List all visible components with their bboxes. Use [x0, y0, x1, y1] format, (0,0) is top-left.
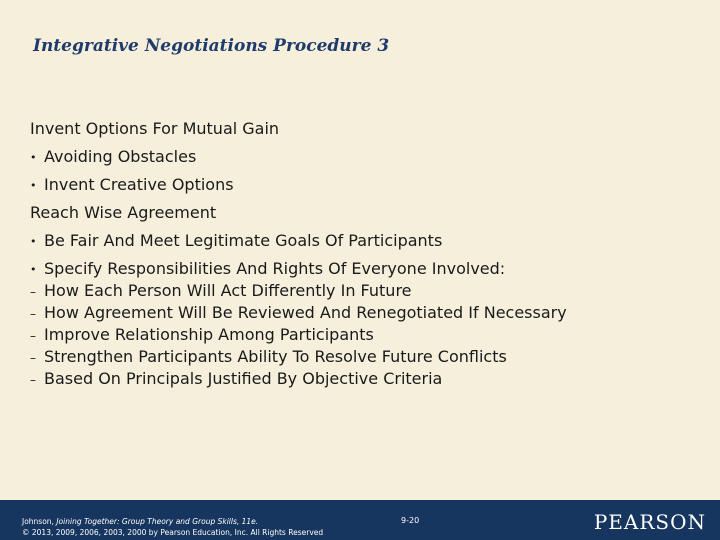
footer-bar: [0, 500, 720, 540]
heading-reach-agreement: Reach Wise Agreement: [30, 203, 217, 222]
list-item: • Invent Creative Options: [30, 174, 234, 196]
dash-icon: –: [30, 351, 36, 365]
list-item: • Specify Responsibilities And Rights Of Everyone Involved:: [30, 258, 505, 280]
sub-list-item: – How Agreement Will Be Reviewed And Renegotiated If Necessary: [30, 302, 567, 324]
list-item: • Be Fair And Meet Legitimate Goals Of Participants: [30, 230, 442, 252]
sub-list-item: – How Each Person Will Act Differently In Future: [30, 280, 412, 302]
dash-icon: –: [30, 373, 36, 387]
heading-invent-options: Invent Options For Mutual Gain: [30, 119, 280, 138]
dash-icon: –: [30, 285, 36, 299]
bullet-icon: •: [30, 235, 37, 248]
bullet-icon: •: [30, 179, 37, 192]
sub-list-item: – Strengthen Participants Ability To Resolve Future Conflicts: [30, 346, 507, 368]
sub-list-item: – Based On Principals Justified By Objective Criteria: [30, 368, 442, 390]
dash-icon: –: [30, 329, 36, 343]
sub-list-item: – Improve Relationship Among Participants: [30, 324, 374, 346]
bullet-icon: •: [30, 151, 37, 164]
footer-citation: Johnson, Joining Together: Group Theory and Group Skills, 11e. © 2013, 2009, 2006, 2003, 2000 by Pearson Education, Inc. All Rights Reserved: [22, 517, 324, 537]
copyright-text: © 2013, 2009, 2006, 2003, 2000 by Pearson Education, Inc. All Rights Reserved: [22, 528, 324, 537]
list-item: • Avoiding Obstacles: [30, 146, 196, 168]
bullet-icon: •: [30, 263, 37, 276]
dash-icon: –: [30, 307, 36, 321]
page-number: 9-20: [401, 516, 420, 525]
slide-title: Integrative Negotiations Procedure 3: [33, 36, 390, 56]
pearson-logo: PEARSON: [593, 510, 706, 534]
